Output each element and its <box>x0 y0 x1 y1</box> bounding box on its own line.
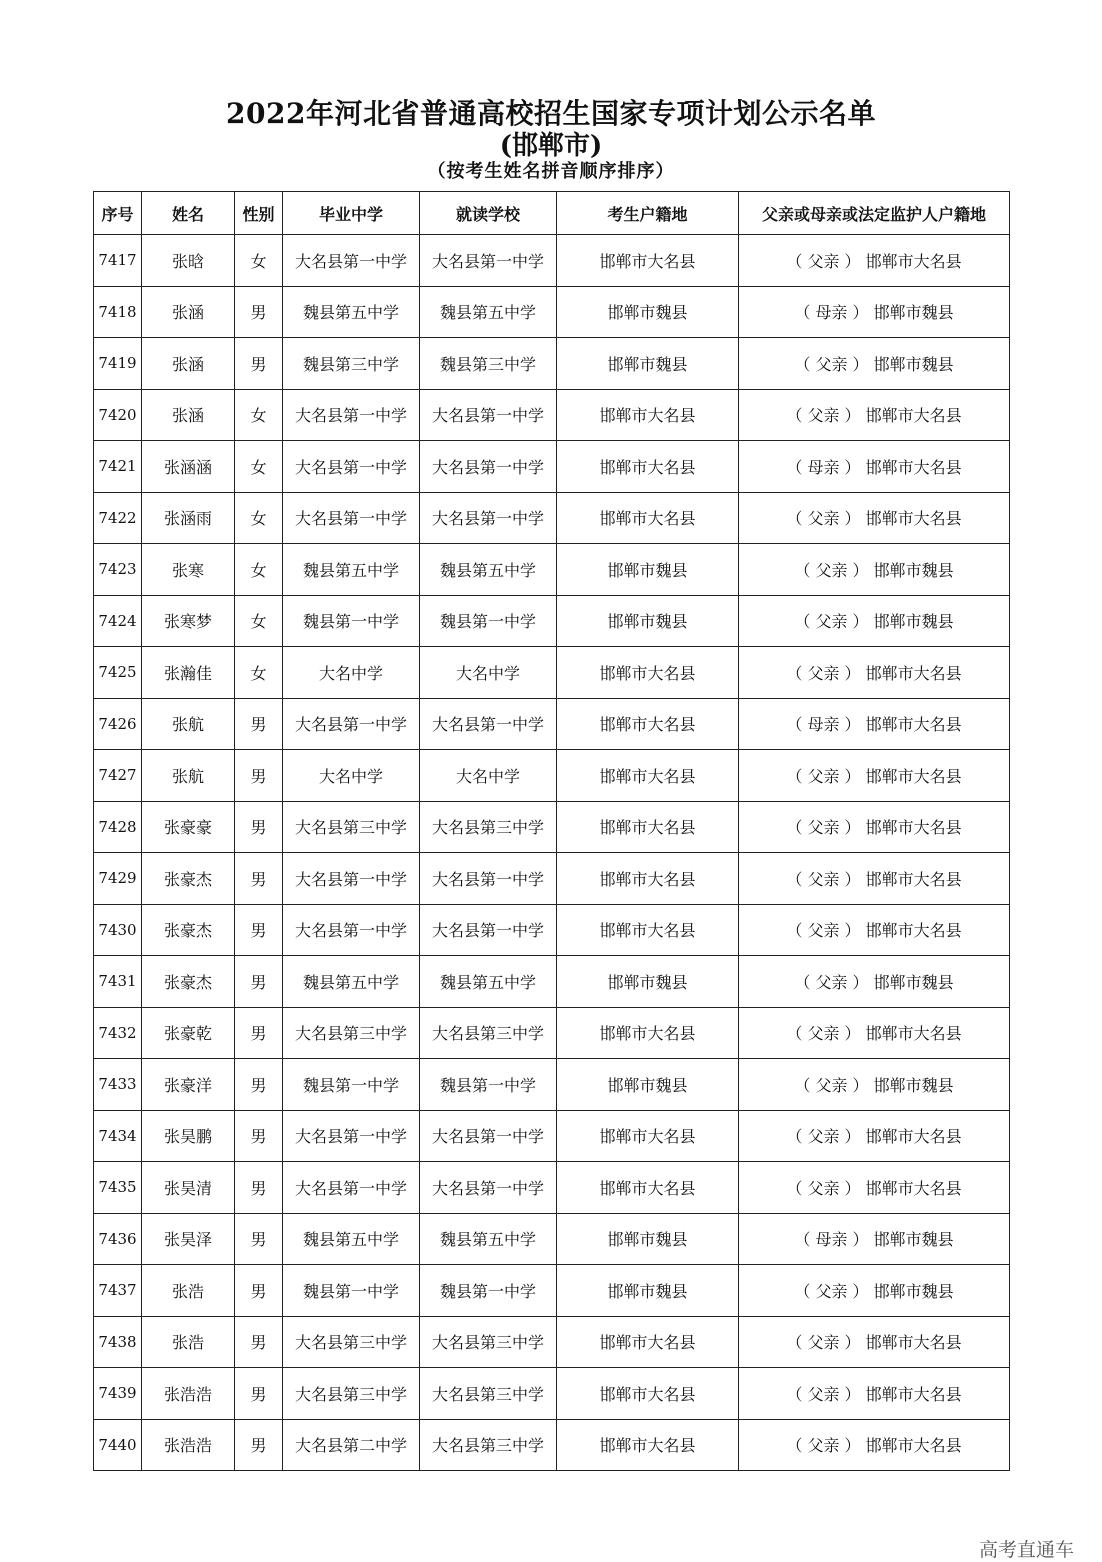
grad-school-cell: 魏县第五中学 <box>283 544 420 596</box>
gender-cell: 女 <box>235 544 283 596</box>
hukou-cell: 邯郸市大名县 <box>557 904 739 956</box>
seq-cell: 7419 <box>94 338 142 390</box>
grad-school-cell: 大名县第一中学 <box>283 698 420 750</box>
gender-cell: 男 <box>235 1162 283 1214</box>
gender-cell: 男 <box>235 1059 283 1111</box>
table-row <box>94 492 1010 544</box>
guardian-hukou-cell: （ 父亲 ） 邯郸市大名县 <box>739 853 1010 905</box>
hukou-cell: 邯郸市大名县 <box>557 1162 739 1214</box>
header-grad-school: 毕业中学 <box>283 192 420 235</box>
seq-cell: 7418 <box>94 286 142 338</box>
header-gender: 性别 <box>235 192 283 235</box>
table-row <box>94 956 1010 1008</box>
grad-school-cell: 大名县第一中学 <box>283 853 420 905</box>
seq-cell: 7422 <box>94 492 142 544</box>
current-school-cell: 大名县第一中学 <box>420 492 557 544</box>
roster-table <box>93 191 1010 1471</box>
guardian-hukou-cell: （ 父亲 ） 邯郸市大名县 <box>739 1419 1010 1471</box>
current-school-cell: 魏县第三中学 <box>420 338 557 390</box>
header-current-school: 就读学校 <box>420 192 557 235</box>
table-row <box>94 441 1010 493</box>
guardian-hukou-cell: （ 父亲 ） 邯郸市大名县 <box>739 750 1010 802</box>
current-school-cell: 大名县第一中学 <box>420 904 557 956</box>
table-row <box>94 389 1010 441</box>
seq-cell: 7435 <box>94 1162 142 1214</box>
name-cell: 张昊鹏 <box>142 1110 235 1162</box>
gender-cell: 男 <box>235 286 283 338</box>
name-cell: 张晗 <box>142 235 235 287</box>
sort-note: （按考生姓名拼音顺序排序） <box>427 161 675 182</box>
table-row <box>94 1007 1010 1059</box>
gender-cell: 女 <box>235 492 283 544</box>
hukou-cell: 邯郸市大名县 <box>557 698 739 750</box>
table-row <box>94 1265 1010 1317</box>
seq-cell: 7436 <box>94 1213 142 1265</box>
seq-cell: 7417 <box>94 235 142 287</box>
gender-cell: 男 <box>235 1316 283 1368</box>
seq-cell: 7428 <box>94 801 142 853</box>
name-cell: 张涵 <box>142 286 235 338</box>
current-school-cell: 魏县第五中学 <box>420 1213 557 1265</box>
gender-cell: 女 <box>235 647 283 699</box>
seq-cell: 7426 <box>94 698 142 750</box>
seq-cell: 7421 <box>94 441 142 493</box>
table-row <box>94 338 1010 390</box>
name-cell: 张涵 <box>142 389 235 441</box>
guardian-hukou-cell: （ 母亲 ） 邯郸市魏县 <box>739 1213 1010 1265</box>
name-cell: 张昊清 <box>142 1162 235 1214</box>
seq-cell: 7434 <box>94 1110 142 1162</box>
table-row <box>94 698 1010 750</box>
grad-school-cell: 魏县第五中学 <box>283 1213 420 1265</box>
seq-cell: 7430 <box>94 904 142 956</box>
hukou-cell: 邯郸市魏县 <box>557 544 739 596</box>
table-row <box>94 904 1010 956</box>
page-subtitle: (邯郸市) <box>499 131 603 161</box>
watermark: 高考直通车 <box>978 1539 1074 1561</box>
table-row <box>94 1162 1010 1214</box>
name-cell: 张豪杰 <box>142 904 235 956</box>
name-cell: 张豪乾 <box>142 1007 235 1059</box>
current-school-cell: 大名县第三中学 <box>420 1368 557 1420</box>
name-cell: 张涵 <box>142 338 235 390</box>
guardian-hukou-cell: （ 母亲 ） 邯郸市大名县 <box>739 698 1010 750</box>
header-guardian-hukou: 父亲或母亲或法定监护人户籍地 <box>739 192 1010 235</box>
guardian-hukou-cell: （ 父亲 ） 邯郸市魏县 <box>739 1265 1010 1317</box>
current-school-cell: 大名县第一中学 <box>420 389 557 441</box>
table-row <box>94 286 1010 338</box>
gender-cell: 男 <box>235 750 283 802</box>
seq-cell: 7438 <box>94 1316 142 1368</box>
table-row <box>94 544 1010 596</box>
hukou-cell: 邯郸市大名县 <box>557 750 739 802</box>
name-cell: 张豪杰 <box>142 956 235 1008</box>
gender-cell: 男 <box>235 1110 283 1162</box>
name-cell: 张豪杰 <box>142 853 235 905</box>
name-cell: 张浩 <box>142 1316 235 1368</box>
grad-school-cell: 大名县第三中学 <box>283 801 420 853</box>
name-cell: 张航 <box>142 698 235 750</box>
seq-cell: 7429 <box>94 853 142 905</box>
grad-school-cell: 大名县第二中学 <box>283 1419 420 1471</box>
current-school-cell: 大名县第一中学 <box>420 853 557 905</box>
gender-cell: 男 <box>235 1007 283 1059</box>
hukou-cell: 邯郸市魏县 <box>557 1265 739 1317</box>
seq-cell: 7425 <box>94 647 142 699</box>
grad-school-cell: 大名县第三中学 <box>283 1316 420 1368</box>
name-cell: 张寒梦 <box>142 595 235 647</box>
hukou-cell: 邯郸市魏县 <box>557 956 739 1008</box>
guardian-hukou-cell: （ 父亲 ） 邯郸市大名县 <box>739 801 1010 853</box>
gender-cell: 男 <box>235 698 283 750</box>
table-row <box>94 801 1010 853</box>
seq-cell: 7433 <box>94 1059 142 1111</box>
hukou-cell: 邯郸市大名县 <box>557 492 739 544</box>
guardian-hukou-cell: （ 母亲 ） 邯郸市大名县 <box>739 441 1010 493</box>
grad-school-cell: 大名县第一中学 <box>283 441 420 493</box>
table-row <box>94 1419 1010 1471</box>
grad-school-cell: 大名县第一中学 <box>283 904 420 956</box>
current-school-cell: 魏县第一中学 <box>420 1059 557 1111</box>
guardian-hukou-cell: （ 父亲 ） 邯郸市魏县 <box>739 544 1010 596</box>
hukou-cell: 邯郸市魏县 <box>557 595 739 647</box>
table-row <box>94 750 1010 802</box>
guardian-hukou-cell: （ 父亲 ） 邯郸市魏县 <box>739 1059 1010 1111</box>
name-cell: 张瀚佳 <box>142 647 235 699</box>
seq-cell: 7420 <box>94 389 142 441</box>
name-cell: 张航 <box>142 750 235 802</box>
table-row <box>94 1059 1010 1111</box>
seq-cell: 7440 <box>94 1419 142 1471</box>
name-cell: 张涵涵 <box>142 441 235 493</box>
name-cell: 张豪豪 <box>142 801 235 853</box>
header-hukou: 考生户籍地 <box>557 192 739 235</box>
hukou-cell: 邯郸市魏县 <box>557 1059 739 1111</box>
hukou-cell: 邯郸市大名县 <box>557 1419 739 1471</box>
guardian-hukou-cell: （ 父亲 ） 邯郸市大名县 <box>739 904 1010 956</box>
hukou-cell: 邯郸市大名县 <box>557 801 739 853</box>
current-school-cell: 大名县第三中学 <box>420 1007 557 1059</box>
current-school-cell: 魏县第五中学 <box>420 544 557 596</box>
grad-school-cell: 大名县第一中学 <box>283 389 420 441</box>
current-school-cell: 大名县第三中学 <box>420 801 557 853</box>
table-row <box>94 1110 1010 1162</box>
gender-cell: 男 <box>235 1265 283 1317</box>
table-row <box>94 1368 1010 1420</box>
guardian-hukou-cell: （ 父亲 ） 邯郸市大名县 <box>739 1316 1010 1368</box>
grad-school-cell: 魏县第五中学 <box>283 956 420 1008</box>
grad-school-cell: 魏县第一中学 <box>283 595 420 647</box>
current-school-cell: 大名县第一中学 <box>420 441 557 493</box>
gender-cell: 男 <box>235 801 283 853</box>
grad-school-cell: 大名县第一中学 <box>283 1162 420 1214</box>
name-cell: 张浩浩 <box>142 1368 235 1420</box>
table-body <box>94 235 1010 1471</box>
page-title: 2022年河北省普通高校招生国家专项计划公示名单 <box>226 97 876 130</box>
hukou-cell: 邯郸市大名县 <box>557 647 739 699</box>
name-cell: 张昊泽 <box>142 1213 235 1265</box>
guardian-hukou-cell: （ 父亲 ） 邯郸市大名县 <box>739 647 1010 699</box>
current-school-cell: 魏县第五中学 <box>420 956 557 1008</box>
grad-school-cell: 魏县第五中学 <box>283 286 420 338</box>
guardian-hukou-cell: （ 父亲 ） 邯郸市大名县 <box>739 1368 1010 1420</box>
guardian-hukou-cell: （ 父亲 ） 邯郸市魏县 <box>739 595 1010 647</box>
hukou-cell: 邯郸市大名县 <box>557 389 739 441</box>
gender-cell: 男 <box>235 853 283 905</box>
guardian-hukou-cell: （ 父亲 ） 邯郸市大名县 <box>739 1162 1010 1214</box>
seq-cell: 7439 <box>94 1368 142 1420</box>
gender-cell: 男 <box>235 904 283 956</box>
current-school-cell: 大名中学 <box>420 750 557 802</box>
grad-school-cell: 大名中学 <box>283 750 420 802</box>
current-school-cell: 魏县第一中学 <box>420 1265 557 1317</box>
gender-cell: 女 <box>235 441 283 493</box>
guardian-hukou-cell: （ 父亲 ） 邯郸市魏县 <box>739 956 1010 1008</box>
grad-school-cell: 大名县第一中学 <box>283 492 420 544</box>
current-school-cell: 大名县第一中学 <box>420 698 557 750</box>
gender-cell: 男 <box>235 1368 283 1420</box>
hukou-cell: 邯郸市魏县 <box>557 1213 739 1265</box>
guardian-hukou-cell: （ 父亲 ） 邯郸市魏县 <box>739 338 1010 390</box>
seq-cell: 7431 <box>94 956 142 1008</box>
current-school-cell: 魏县第五中学 <box>420 286 557 338</box>
guardian-hukou-cell: （ 母亲 ） 邯郸市魏县 <box>739 286 1010 338</box>
hukou-cell: 邯郸市大名县 <box>557 1316 739 1368</box>
guardian-hukou-cell: （ 父亲 ） 邯郸市大名县 <box>739 1110 1010 1162</box>
table-row <box>94 235 1010 287</box>
grad-school-cell: 大名县第一中学 <box>283 1110 420 1162</box>
table-row <box>94 853 1010 905</box>
name-cell: 张浩浩 <box>142 1419 235 1471</box>
table-row <box>94 595 1010 647</box>
gender-cell: 女 <box>235 595 283 647</box>
grad-school-cell: 魏县第一中学 <box>283 1265 420 1317</box>
hukou-cell: 邯郸市魏县 <box>557 286 739 338</box>
gender-cell: 男 <box>235 1419 283 1471</box>
seq-cell: 7427 <box>94 750 142 802</box>
grad-school-cell: 大名县第三中学 <box>283 1368 420 1420</box>
seq-cell: 7423 <box>94 544 142 596</box>
guardian-hukou-cell: （ 父亲 ） 邯郸市大名县 <box>739 389 1010 441</box>
hukou-cell: 邯郸市大名县 <box>557 441 739 493</box>
guardian-hukou-cell: （ 父亲 ） 邯郸市大名县 <box>739 1007 1010 1059</box>
name-cell: 张寒 <box>142 544 235 596</box>
guardian-hukou-cell: （ 父亲 ） 邯郸市大名县 <box>739 492 1010 544</box>
gender-cell: 女 <box>235 235 283 287</box>
grad-school-cell: 大名中学 <box>283 647 420 699</box>
hukou-cell: 邯郸市大名县 <box>557 1110 739 1162</box>
hukou-cell: 邯郸市大名县 <box>557 853 739 905</box>
gender-cell: 男 <box>235 956 283 1008</box>
seq-cell: 7432 <box>94 1007 142 1059</box>
current-school-cell: 魏县第一中学 <box>420 595 557 647</box>
guardian-hukou-cell: （ 父亲 ） 邯郸市大名县 <box>739 235 1010 287</box>
current-school-cell: 大名县第一中学 <box>420 1110 557 1162</box>
current-school-cell: 大名县第一中学 <box>420 1162 557 1214</box>
current-school-cell: 大名县第三中学 <box>420 1419 557 1471</box>
hukou-cell: 邯郸市大名县 <box>557 1368 739 1420</box>
hukou-cell: 邯郸市大名县 <box>557 1007 739 1059</box>
table-header-row <box>94 192 1010 235</box>
current-school-cell: 大名中学 <box>420 647 557 699</box>
gender-cell: 女 <box>235 389 283 441</box>
table-row <box>94 1213 1010 1265</box>
name-cell: 张豪洋 <box>142 1059 235 1111</box>
grad-school-cell: 大名县第三中学 <box>283 1007 420 1059</box>
seq-cell: 7437 <box>94 1265 142 1317</box>
current-school-cell: 大名县第三中学 <box>420 1316 557 1368</box>
name-cell: 张浩 <box>142 1265 235 1317</box>
seq-cell: 7424 <box>94 595 142 647</box>
name-cell: 张涵雨 <box>142 492 235 544</box>
header-seq: 序号 <box>94 192 142 235</box>
table-row <box>94 647 1010 699</box>
gender-cell: 男 <box>235 338 283 390</box>
current-school-cell: 大名县第一中学 <box>420 235 557 287</box>
grad-school-cell: 魏县第一中学 <box>283 1059 420 1111</box>
grad-school-cell: 魏县第三中学 <box>283 338 420 390</box>
grad-school-cell: 大名县第一中学 <box>283 235 420 287</box>
hukou-cell: 邯郸市大名县 <box>557 235 739 287</box>
table-row <box>94 1316 1010 1368</box>
gender-cell: 男 <box>235 1213 283 1265</box>
hukou-cell: 邯郸市魏县 <box>557 338 739 390</box>
header-name: 姓名 <box>142 192 235 235</box>
